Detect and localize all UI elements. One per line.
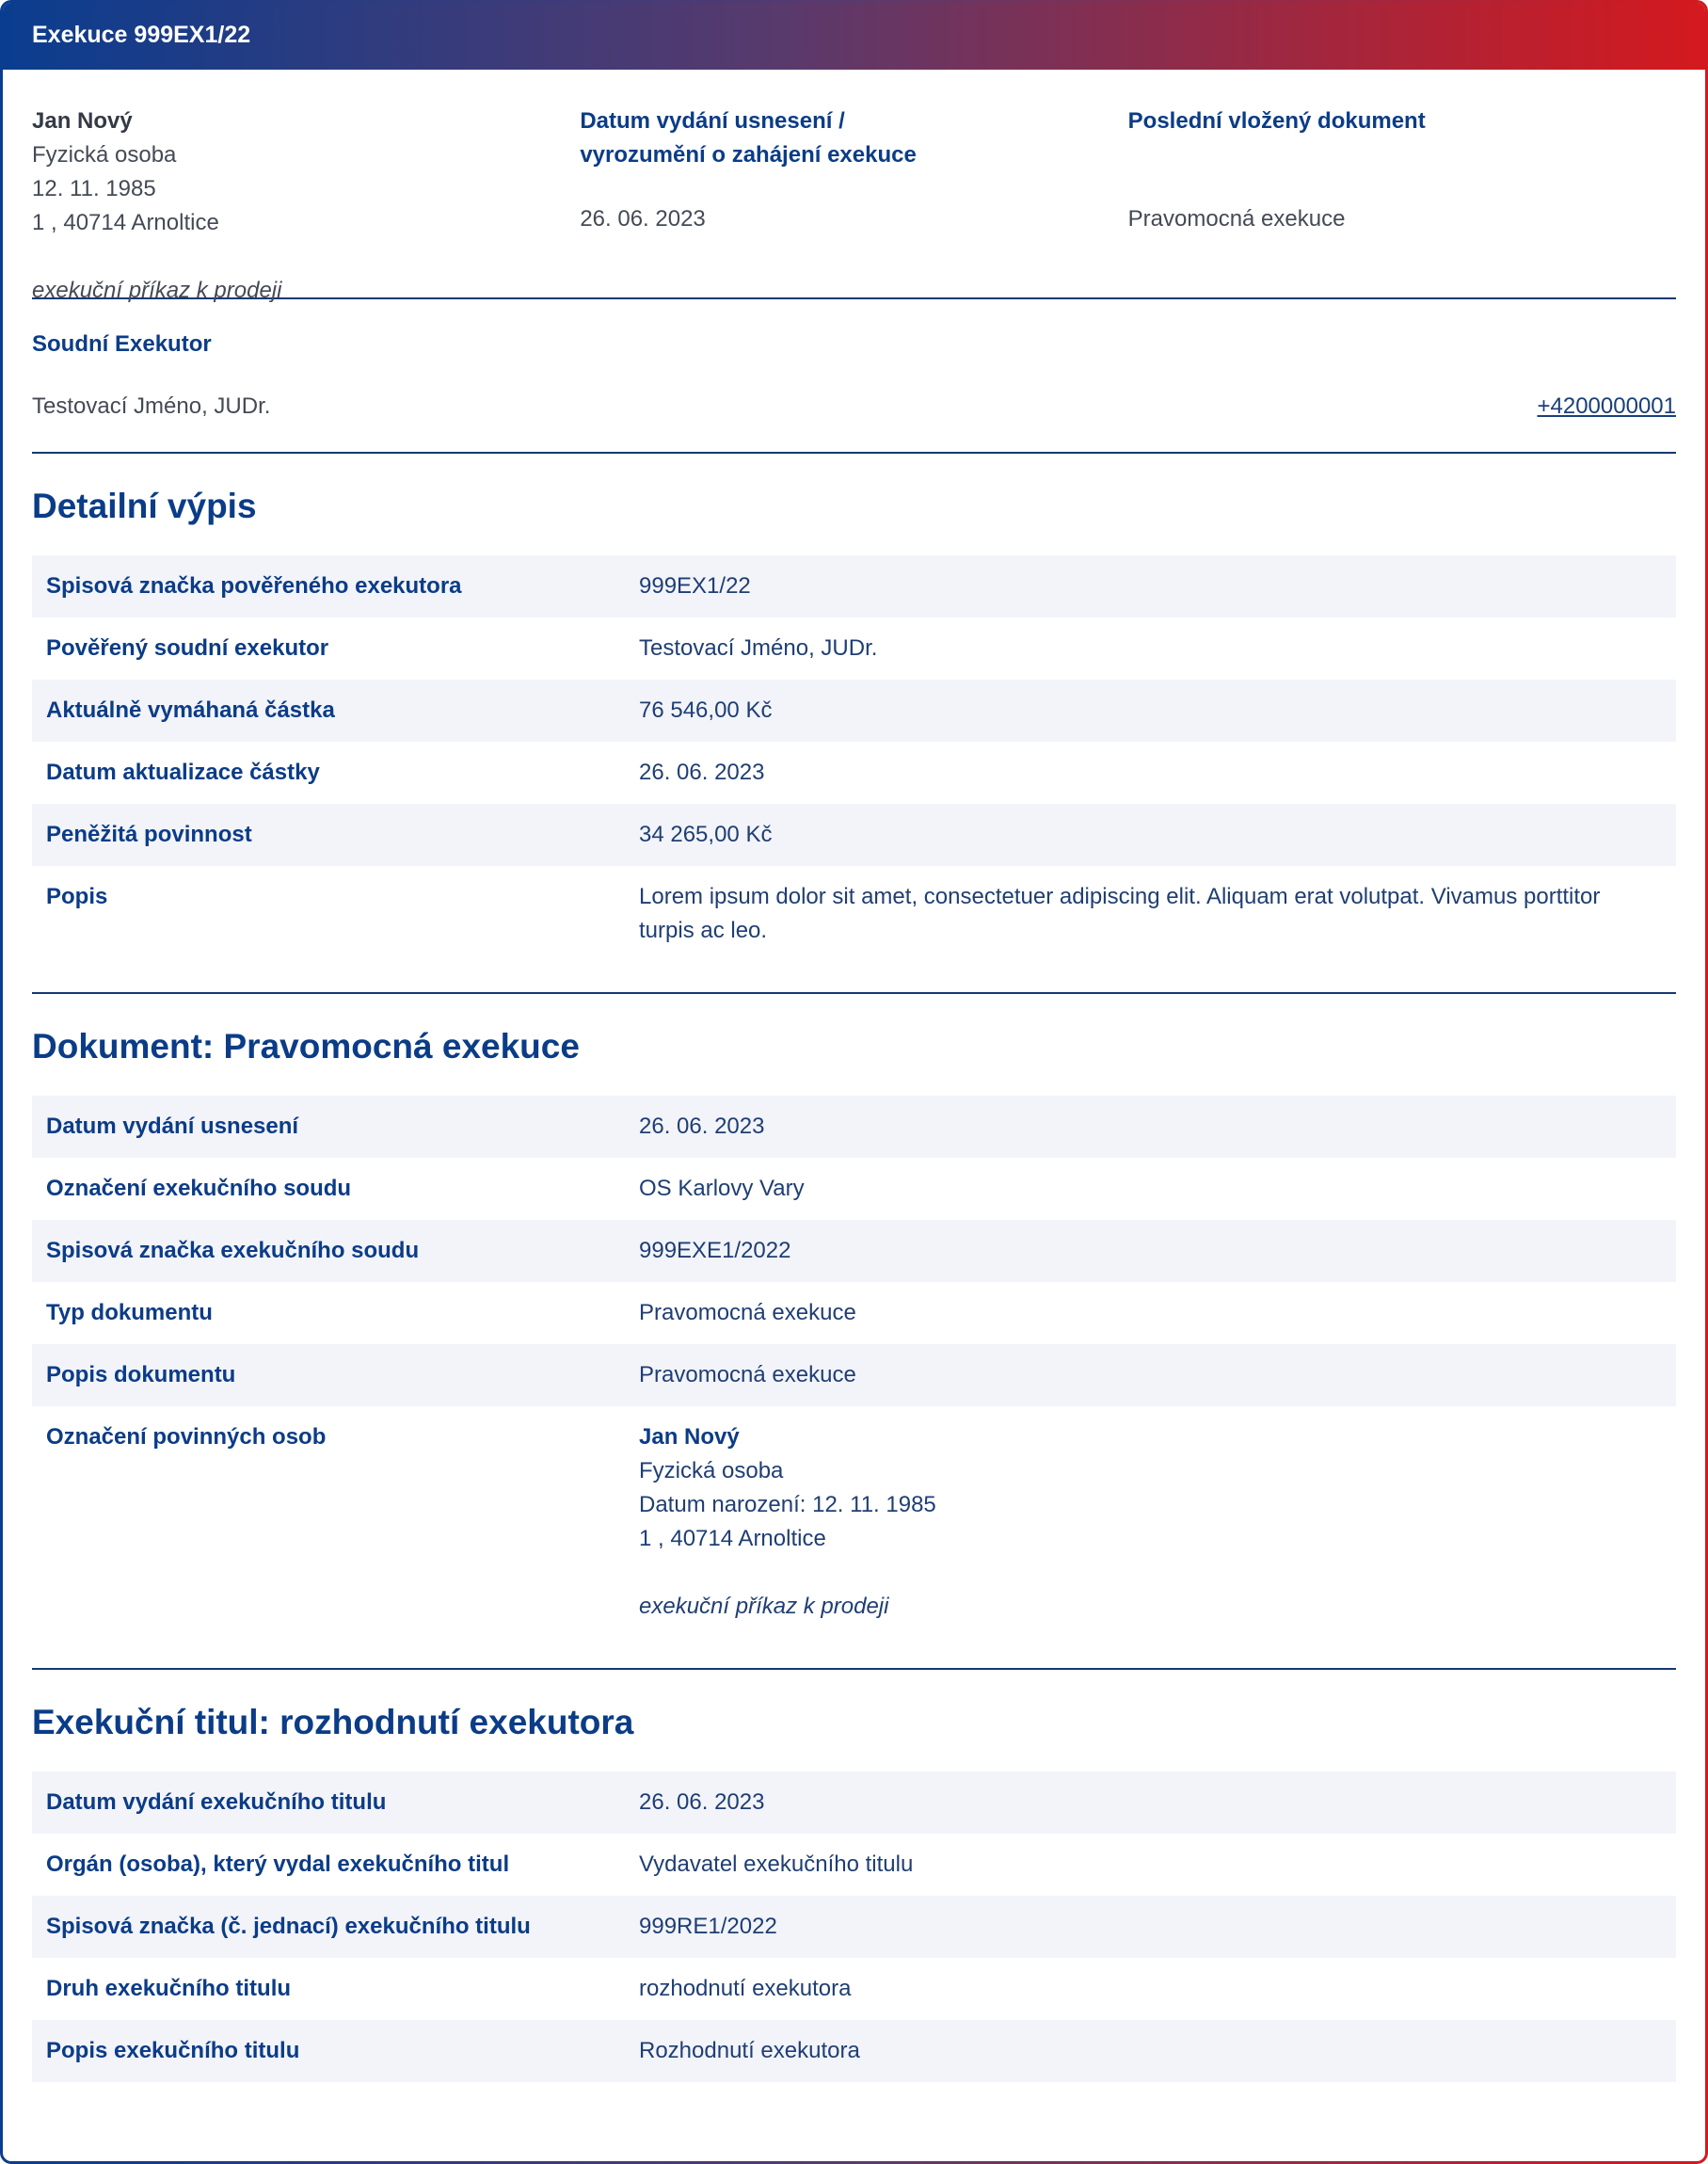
issue-date-label-line2: vyrozumění o zahájení exekuce xyxy=(580,142,917,168)
table-row xyxy=(32,1771,1676,1834)
row-label: Pověřený soudní exekutor xyxy=(46,635,329,661)
obligated-note: exekuční příkaz k prodeji xyxy=(639,1594,889,1619)
card-content xyxy=(3,70,1705,2082)
executor-block xyxy=(32,299,1676,452)
person-note: exekuční příkaz k prodeji xyxy=(32,278,282,303)
table-row xyxy=(32,1158,1676,1220)
row-value: Rozhodnutí exekutora xyxy=(639,2038,860,2063)
row-value: 999EX1/22 xyxy=(639,573,751,599)
table-row xyxy=(32,866,1676,962)
row-label: Datum vydání exekučního titulu xyxy=(46,1789,387,1815)
title-table xyxy=(32,1771,1676,2082)
executor-phone-link[interactable]: +4200000001 xyxy=(1537,393,1676,419)
obligated-person xyxy=(639,1420,1676,1624)
row-label: Označení exekučního soudu xyxy=(46,1176,352,1201)
row-value: OS Karlovy Vary xyxy=(639,1176,805,1201)
row-value: Lorem ipsum dolor sit amet, consectetuer adipiscing elit. Aliquam erat volutpat. Vivamus porttitor turpis ac leo. xyxy=(639,884,1601,943)
table-row xyxy=(32,1344,1676,1406)
row-value: Pravomocná exekuce xyxy=(639,1362,856,1387)
table-row xyxy=(32,1220,1676,1282)
executor-label: Soudní Exekutor xyxy=(32,331,212,357)
row-value: 26. 06. 2023 xyxy=(639,1114,765,1139)
person-birth-date: 12. 11. 1985 xyxy=(32,176,156,201)
section-spacer xyxy=(32,962,1676,992)
obligated-type: Fyzická osoba xyxy=(639,1458,784,1483)
table-row xyxy=(32,555,1676,617)
summary-row xyxy=(32,70,1676,303)
issue-date-summary xyxy=(580,104,1127,297)
row-label: Peněžitá povinnost xyxy=(46,822,252,847)
row-label: Spisová značka exekučního soudu xyxy=(46,1238,420,1263)
person-name: Jan Nový xyxy=(32,108,133,134)
row-label: Datum aktualizace částky xyxy=(46,760,320,785)
table-row xyxy=(32,1958,1676,2020)
obligated-birth: Datum narození: 12. 11. 1985 xyxy=(639,1492,936,1517)
row-label: Označení povinných osob xyxy=(46,1424,327,1450)
table-row xyxy=(32,742,1676,804)
row-value: 26. 06. 2023 xyxy=(639,1789,765,1815)
table-row xyxy=(32,1282,1676,1344)
table-row xyxy=(32,617,1676,680)
table-row xyxy=(32,1896,1676,1958)
person-summary xyxy=(32,104,580,303)
last-document-label: Poslední vložený dokument xyxy=(1127,108,1426,134)
table-row xyxy=(32,680,1676,742)
table-row-obligated xyxy=(32,1406,1676,1638)
table-row xyxy=(32,1834,1676,1896)
row-label: Druh exekučního titulu xyxy=(46,1976,292,2001)
row-label: Popis exekučního titulu xyxy=(46,2038,300,2063)
title-section-title: Exekuční titul: rozhodnutí exekutora xyxy=(32,1703,634,1741)
issue-date-label-line1: Datum vydání usnesení / xyxy=(580,108,845,134)
obligated-name: Jan Nový xyxy=(639,1424,740,1450)
execution-card xyxy=(3,3,1705,2161)
row-label: Datum vydání usnesení xyxy=(46,1114,299,1139)
row-label: Typ dokumentu xyxy=(46,1300,213,1325)
row-label: Popis xyxy=(46,884,108,909)
card-header xyxy=(3,3,1705,70)
row-value: 999RE1/2022 xyxy=(639,1914,777,1939)
detail-section-title: Detailní výpis xyxy=(32,487,257,525)
row-value: 76 546,00 Kč xyxy=(639,697,773,723)
row-label: Spisová značka pověřeného exekutora xyxy=(46,573,462,599)
section-spacer xyxy=(32,1638,1676,1668)
table-row xyxy=(32,804,1676,866)
table-row xyxy=(32,2020,1676,2082)
row-label: Aktuálně vymáhaná částka xyxy=(46,697,335,723)
executor-name: Testovací Jméno, JUDr. xyxy=(32,393,271,419)
detail-table xyxy=(32,555,1676,962)
last-document-summary xyxy=(1128,104,1676,297)
person-type: Fyzická osoba xyxy=(32,142,177,168)
row-value: 26. 06. 2023 xyxy=(639,760,765,785)
issue-date-value: 26. 06. 2023 xyxy=(580,206,706,232)
document-table xyxy=(32,1096,1676,1638)
row-label: Spisová značka (č. jednací) exekučního titulu xyxy=(46,1914,531,1939)
obligated-address: 1 , 40714 Arnoltice xyxy=(639,1526,826,1551)
row-value: Pravomocná exekuce xyxy=(639,1300,856,1325)
last-document-value: Pravomocná exekuce xyxy=(1127,206,1346,232)
table-row xyxy=(32,1096,1676,1158)
row-value: rozhodnutí exekutora xyxy=(639,1976,852,2001)
row-label: Orgán (osoba), který vydal exekučního titul xyxy=(46,1851,510,1877)
row-value: Testovací Jméno, JUDr. xyxy=(639,635,878,661)
executor-row xyxy=(32,390,1676,424)
row-value: 34 265,00 Kč xyxy=(639,822,773,847)
row-value: Vydavatel exekučního titulu xyxy=(639,1851,914,1877)
row-value: 999EXE1/2022 xyxy=(639,1238,791,1263)
row-label: Popis dokumentu xyxy=(46,1362,236,1387)
document-section-title: Dokument: Pravomocná exekuce xyxy=(32,1027,580,1066)
card-title: Exekuce 999EX1/22 xyxy=(32,21,251,48)
person-address: 1 , 40714 Arnoltice xyxy=(32,210,219,235)
